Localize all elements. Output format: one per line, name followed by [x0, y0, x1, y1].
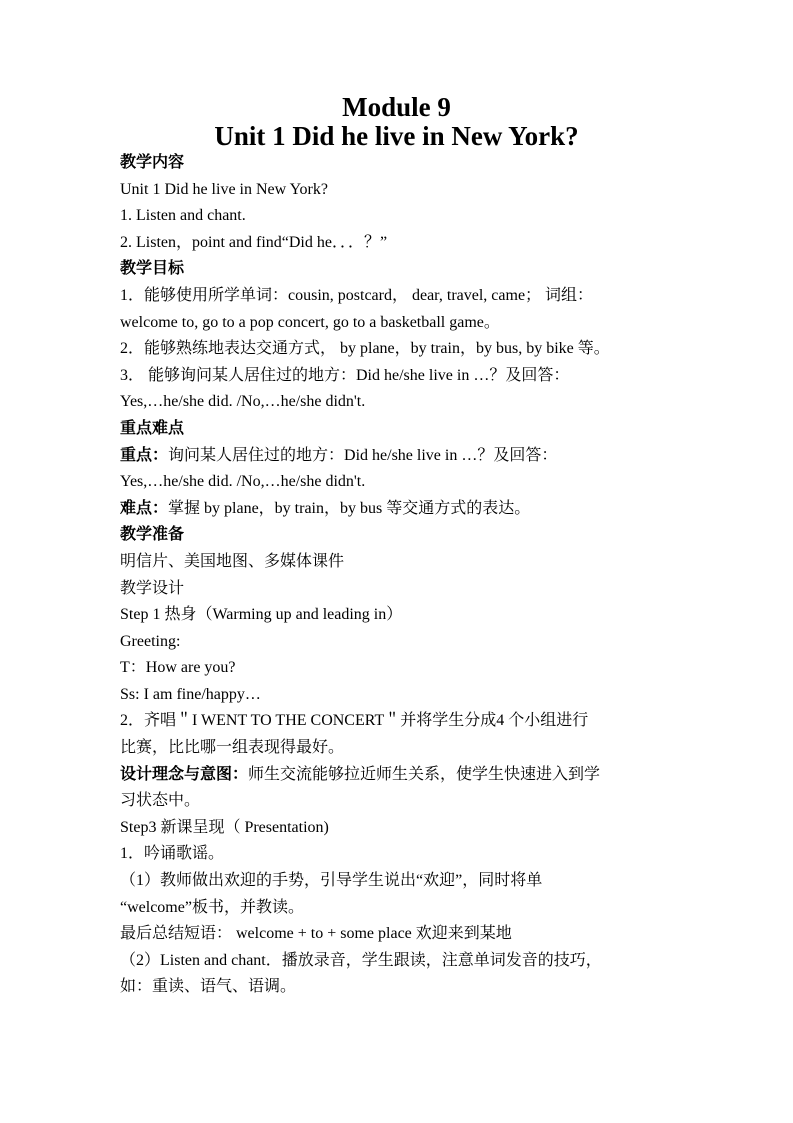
- text-line: [120, 336, 680, 363]
- text-line: [120, 655, 680, 682]
- text-line: [120, 522, 680, 549]
- text-line: [120, 177, 680, 204]
- line-text: 教学设计: [120, 579, 185, 597]
- line-text: 明信片、美国地图、多媒体课件: [120, 552, 345, 570]
- text-line: [120, 788, 680, 815]
- line-text: 1．吟诵歌谣。: [120, 845, 225, 863]
- line-text: 掌握 by plane，by train，by bus 等交通方式的表达。: [168, 499, 531, 517]
- line-text: 3． 能够询问某人居住过的地方：Did he/she live in …？及回答：: [120, 366, 570, 384]
- line-text: Step3 新课呈现（ Presentation): [120, 818, 329, 836]
- module-title: Module 9: [342, 92, 451, 122]
- text-line: [120, 735, 680, 762]
- line-text: welcome to, go to a pop concert, go to a basketball game。: [120, 313, 500, 331]
- line-text: T：How are you?: [120, 659, 236, 677]
- text-line: [120, 283, 680, 310]
- text-line: [120, 815, 680, 842]
- text-line: [120, 469, 680, 496]
- text-line: [120, 256, 680, 283]
- line-text: （1）教师做出欢迎的手势，引导学生说出“欢迎”，同时将单: [120, 872, 543, 890]
- text-line: [120, 682, 680, 709]
- text-line: [120, 230, 680, 257]
- line-text: Greeting:: [120, 632, 181, 650]
- text-line: [120, 974, 680, 1001]
- line-text: 1. Listen and chant.: [120, 207, 246, 225]
- text-line: [120, 496, 680, 523]
- line-text: 询问某人居住过的地方：Did he/she live in …？及回答：: [168, 446, 558, 464]
- line-text: 如：重读、语气、语调。: [120, 978, 297, 996]
- text-line: [120, 310, 680, 337]
- bold-label: 重点：: [120, 446, 169, 464]
- text-line: [120, 576, 680, 603]
- text-line: [120, 629, 680, 656]
- text-line: [120, 443, 680, 470]
- bold-label: 教学准备: [120, 526, 185, 544]
- text-line: [120, 762, 680, 789]
- text-line: [120, 708, 680, 735]
- text-line: [120, 948, 680, 975]
- line-text: “welcome”板书，并教读。: [120, 898, 304, 916]
- text-line: [120, 389, 680, 416]
- text-line: [120, 549, 680, 576]
- unit-title: Unit 1 Did he live in New York?: [214, 121, 579, 151]
- text-line: [120, 363, 680, 390]
- lesson-plan-body: [120, 150, 680, 1001]
- bold-label: 重点难点: [120, 419, 185, 437]
- text-line: [120, 602, 680, 629]
- bold-label: 设计理念与意图：: [120, 765, 249, 783]
- text-line: [120, 841, 680, 868]
- text-line: [120, 895, 680, 922]
- text-line: [120, 150, 680, 177]
- line-text: 比赛，比比哪一组表现得最好。: [120, 739, 345, 757]
- text-line: [120, 203, 680, 230]
- line-text: Ss: I am fine/happy…: [120, 685, 261, 703]
- line-text: 2. Listen，point and find“Did he．．．？”: [120, 233, 388, 251]
- text-line: [120, 921, 680, 948]
- line-text: 1．能够使用所学单词：cousin, postcard， dear, travel, came； 词组：: [120, 286, 594, 304]
- line-text: Step 1 热身（Warming up and leading in）: [120, 606, 403, 624]
- line-text: 2．齐唱＂I WENT TO THE CONCERT＂并将学生分成4 个小组进行: [120, 712, 589, 730]
- bold-label: 教学目标: [120, 260, 185, 278]
- line-text: 最后总结短语： welcome + to + some place 欢迎来到某地: [120, 925, 512, 943]
- bold-label: 教学内容: [120, 154, 185, 171]
- line-text: Yes,…he/she did. /No,…he/she didn't.: [120, 473, 366, 491]
- bold-label: 难点：: [120, 499, 169, 517]
- line-text: Yes,…he/she did. /No,…he/she didn't.: [120, 393, 366, 411]
- line-text: （2）Listen and chant．播放录音，学生跟读，注意单词发音的技巧，: [120, 951, 602, 969]
- line-text: Unit 1 Did he live in New York?: [120, 180, 328, 198]
- text-line: [120, 868, 680, 895]
- line-text: 习状态中。: [120, 792, 201, 810]
- line-text: 师生交流能够拉近师生关系，使学生快速进入到学: [248, 765, 601, 783]
- line-text: 2．能够熟练地表达交通方式， by plane，by train，by bus, by bike 等。: [120, 340, 610, 358]
- text-line: [120, 416, 680, 443]
